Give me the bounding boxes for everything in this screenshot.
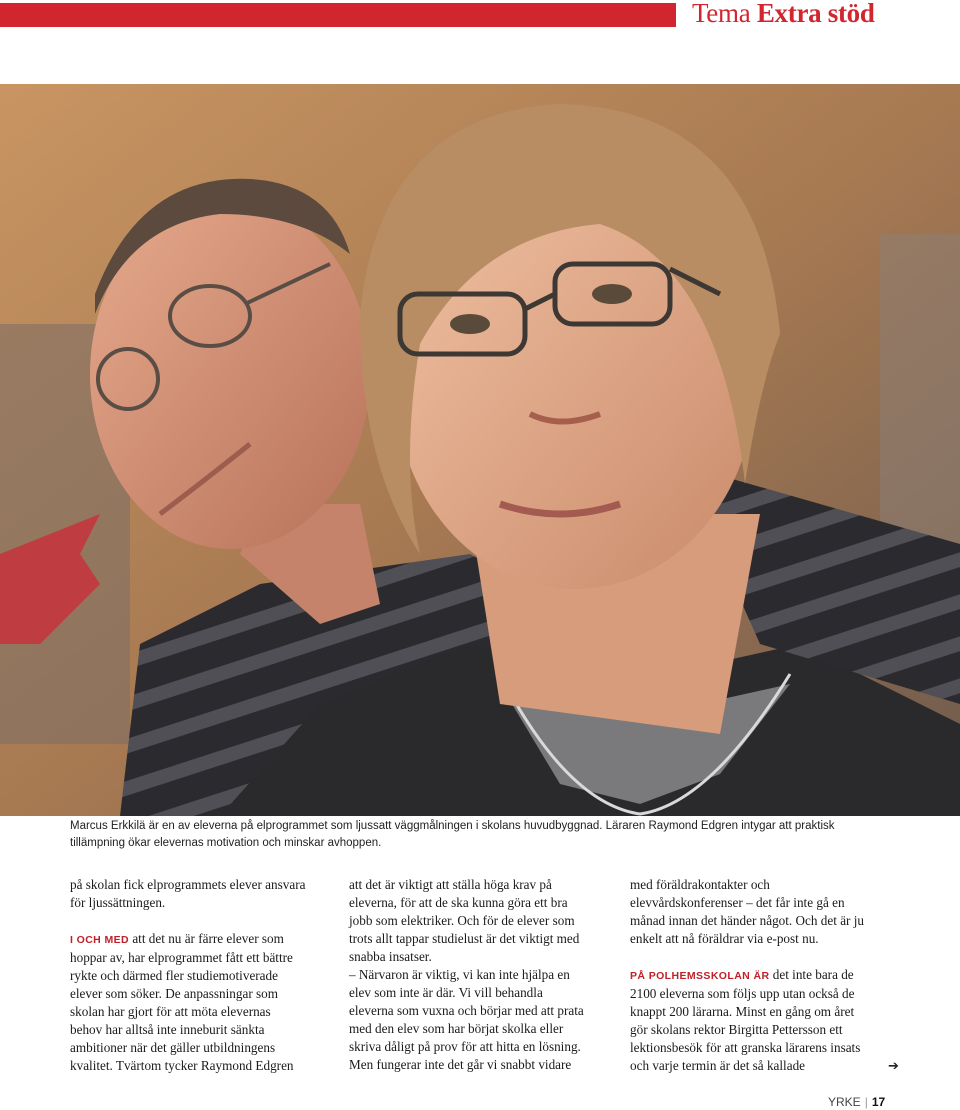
header-accent-bar	[0, 3, 676, 27]
text-column-2	[349, 876, 585, 1074]
paragraph-lead: I OCH MED	[70, 934, 130, 946]
section-title: Extra stöd	[756, 0, 875, 28]
paragraph: att det är viktigt att ställa höga krav på eleverna, för att de ska kunna göra ett bra jobb som elektriker. Och för de elever som trots allt tappar studielust är det viktigt med snabba insatser.	[349, 877, 580, 964]
page-footer	[828, 1095, 885, 1109]
paragraph-text: det inte bara de 2100 eleverna som följs upp utan också de knappt 200 lärarna. Minst en gång om året gör skolans rektor Birgitta Pettersson ett lektionsbesök för att granska lärarens insats och varje termin är det så kallade	[630, 967, 861, 1073]
paragraph: på skolan fick elprogrammets elever ansvara för ljussättningen.	[70, 877, 306, 910]
arrow-right-icon: ➔	[888, 1059, 899, 1074]
section-heading	[692, 0, 875, 29]
paragraph	[70, 930, 306, 1075]
paragraph-text: att det nu är färre elever som hoppar av, har elprogrammet fått ett bättre rykte och därmed fler studiemotiverade elever som söker. De anpassningar som skolan har gjort för att möta elevernas behov har alltså inte inneburit sänkta ambitioner när det gäller utbildningens kvalitet. Tvärtom tycker Raymond Edgren	[70, 931, 294, 1073]
section-prefix: Tema	[692, 0, 751, 28]
article-photo	[0, 84, 960, 816]
paragraph: med föräldrakontakter och elevvårdskonferenser – det får inte gå en månad innan det händer något. Och det är ju enkelt att nå föräldrar via e-post nu.	[630, 877, 864, 946]
magazine-name: YRKE	[828, 1095, 861, 1109]
footer-separator: |	[864, 1095, 868, 1109]
photo-caption: Marcus Erkkilä är en av eleverna på elprogrammet som ljussatt väggmålningen i skolans huvudbyggnad. Läraren Raymond Edgren intygar att praktisk tillämpning ökar elevernas motivation och minskar avhoppen.	[70, 820, 835, 849]
text-column-3	[630, 876, 866, 1075]
text-column-1	[70, 876, 306, 1075]
quote-paragraph: – Närvaron är viktig, vi kan inte hjälpa en elev som inte är där. Vi vill behandla eleverna som vuxna och börjar med att prata med den elev som har börjat skolka eller skriva dåligt på prov för att hitta en lösning. Men fungerar inte det går vi snabbt vidare	[349, 967, 584, 1072]
paragraph	[630, 966, 866, 1075]
photo-two-students	[0, 84, 960, 816]
paragraph-lead: PÅ POLHEMSSKOLAN ÄR	[630, 970, 770, 982]
page-number: 17	[871, 1095, 886, 1109]
